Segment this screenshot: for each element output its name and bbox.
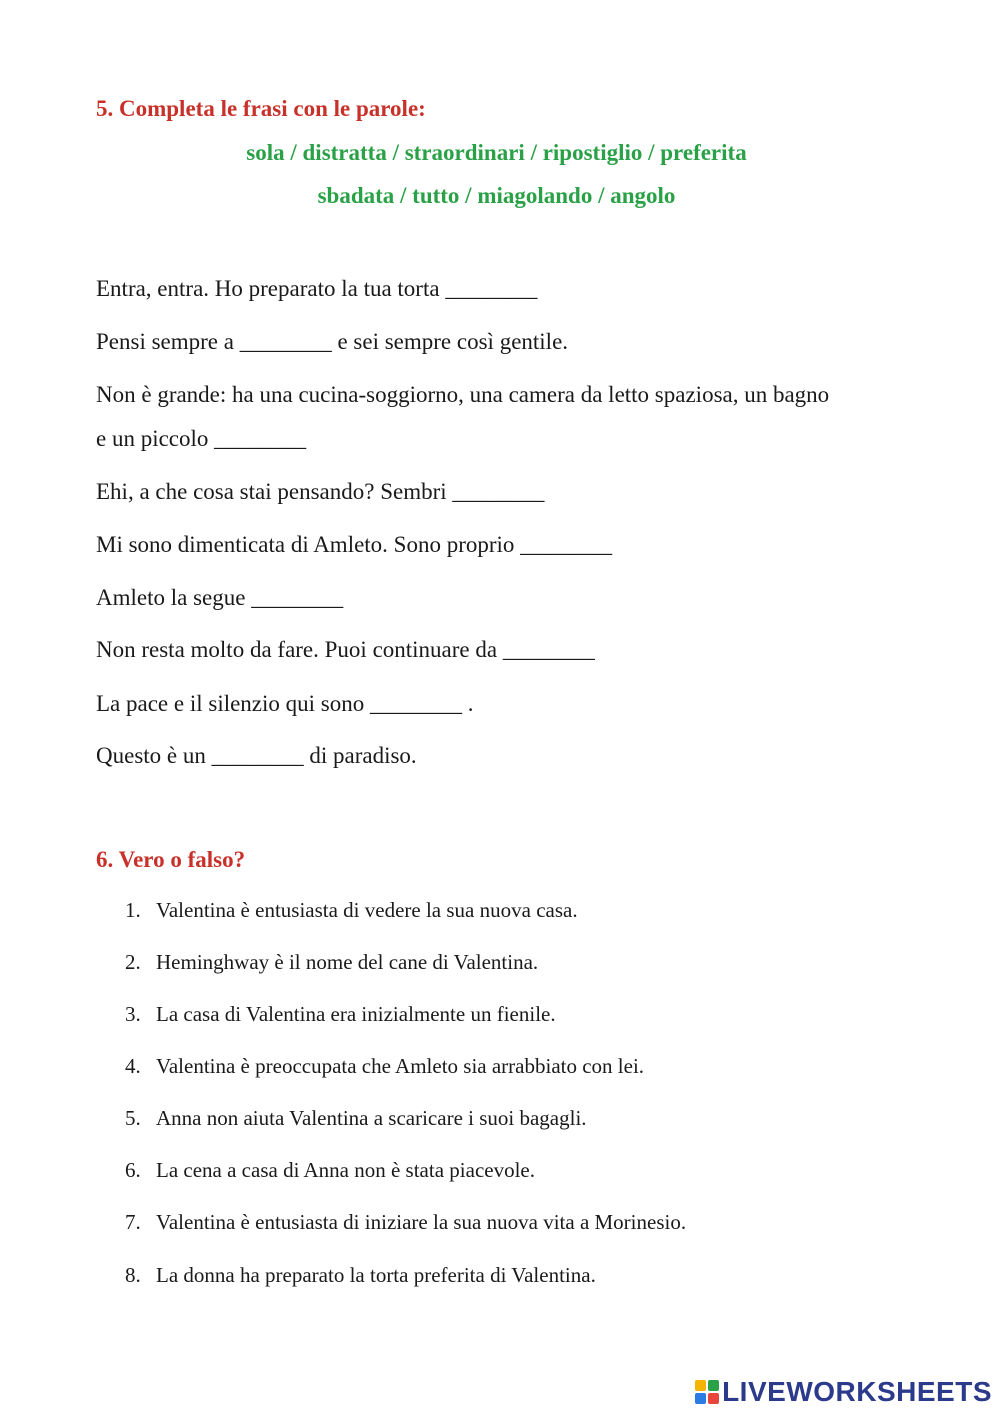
item-text: Heminghway è il nome del cane di Valentina.	[156, 950, 539, 974]
logo-tile-green	[708, 1380, 719, 1391]
logo-tile-blue	[695, 1393, 706, 1404]
item-text: Valentina è entusiasta di iniziare la sua nuova vita a Morinesio.	[156, 1210, 687, 1234]
sentence-6: Amleto la segue ________	[96, 585, 344, 610]
item-number: 3.	[125, 1002, 141, 1026]
sentence-9: Questo è un ________ di paradiso.	[96, 743, 417, 768]
sentence-4: Ehi, a che cosa stai pensando? Sembri ________	[96, 479, 545, 504]
item-number: 8.	[125, 1263, 141, 1287]
item-text: Valentina è preoccupata che Amleto sia arrabbiato con lei.	[156, 1054, 645, 1078]
sentence-3: Non è grande: ha una cucina-soggiorno, una camera da letto spaziosa, un bagno	[96, 382, 830, 407]
item-text: La donna ha preparato la torta preferita di Valentina.	[156, 1263, 596, 1287]
sentence-2: Pensi sempre a ________ e sei sempre così gentile.	[96, 329, 569, 354]
sentence-8: La pace e il silenzio qui sono ________ .	[96, 691, 474, 716]
section-6-title: 6. Vero o falso?	[96, 847, 246, 872]
item-number: 5.	[125, 1106, 141, 1130]
item-text: La cena a casa di Anna non è stata piacevole.	[156, 1158, 535, 1182]
item-number: 2.	[125, 950, 141, 974]
logo-text: LIVEWORKSHEETS	[722, 1376, 992, 1407]
item-text: La casa di Valentina era inizialmente un fienile.	[156, 1002, 556, 1026]
item-text: Anna non aiuta Valentina a scaricare i suoi bagagli.	[156, 1106, 587, 1130]
liveworksheets-logo-icon	[695, 1380, 719, 1404]
item-number: 1.	[125, 898, 141, 922]
item-number: 7.	[125, 1210, 141, 1234]
liveworksheets-logo	[695, 1376, 992, 1408]
section-5-title: 5. Completa le frasi con le parole:	[96, 96, 426, 121]
logo-tile-yellow	[695, 1380, 706, 1391]
item-number: 4.	[125, 1054, 141, 1078]
item-number: 6.	[125, 1158, 141, 1182]
word-bank-line-2: sbadata / tutto / miagolando / angolo	[317, 183, 676, 208]
item-text: Valentina è entusiasta di vedere la sua nuova casa.	[156, 898, 578, 922]
word-bank-line-1: sola / distratta / straordinari / ripostiglio / preferita	[246, 140, 747, 165]
sentence-7: Non resta molto da fare. Puoi continuare da ________	[96, 637, 595, 662]
logo-tile-red	[708, 1393, 719, 1404]
sentence-3-continued: e un piccolo ________	[96, 426, 307, 451]
sentence-1: Entra, entra. Ho preparato la tua torta ________	[96, 276, 538, 301]
sentence-5: Mi sono dimenticata di Amleto. Sono proprio ________	[96, 532, 613, 557]
